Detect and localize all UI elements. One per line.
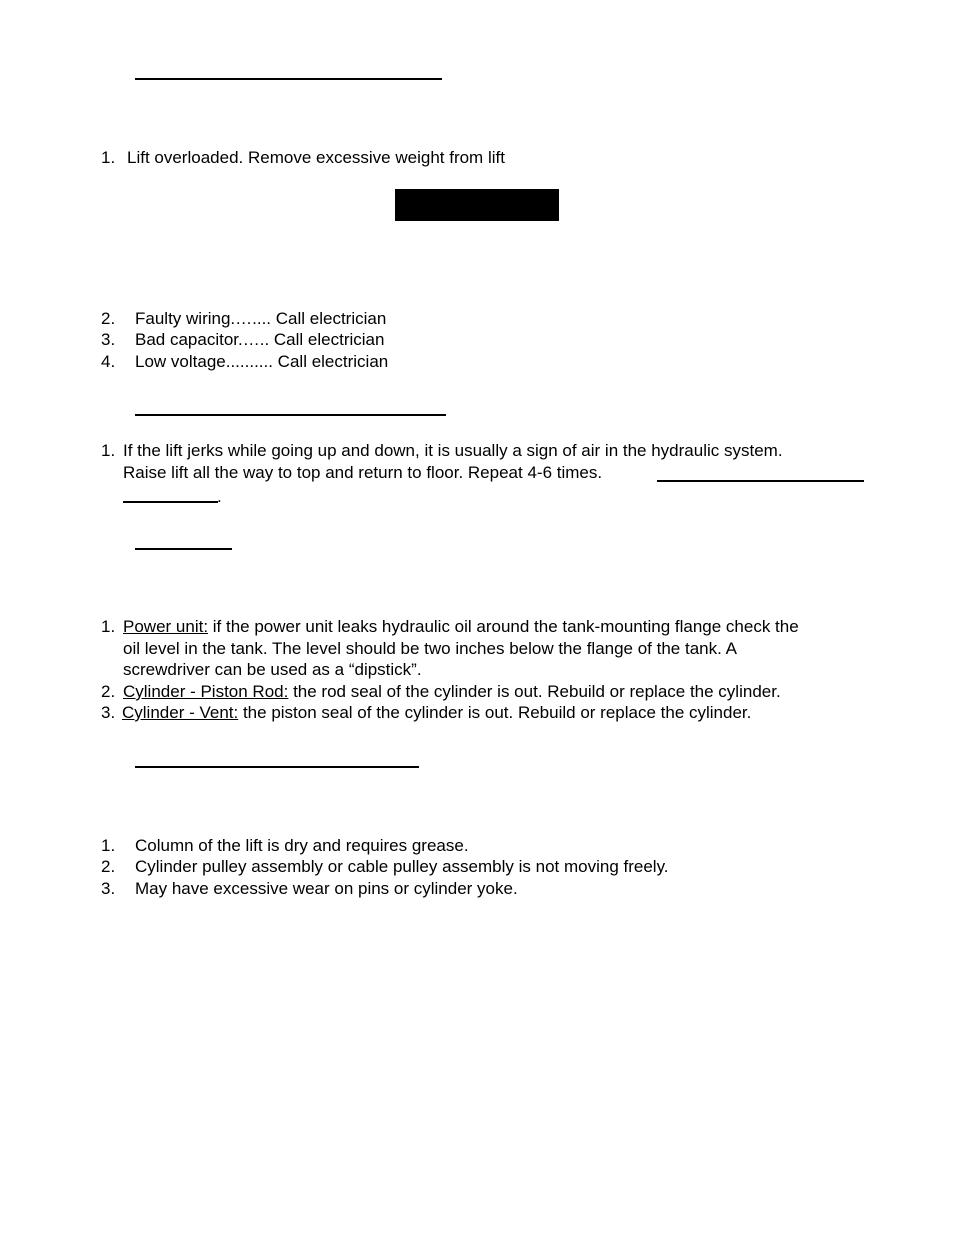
section5-item1-number: 1. bbox=[101, 836, 116, 855]
section3-inline-blank-rule-2 bbox=[123, 501, 218, 503]
section3-item1-line3: . bbox=[217, 487, 222, 506]
section4-item2-number: 2. bbox=[101, 682, 116, 701]
section4-item1-line2: oil level in the tank. The level should be two inches below the flange of the tank. A bbox=[123, 639, 737, 658]
section4-item1-label: Power unit: bbox=[123, 617, 209, 636]
section2-item4-number: 4. bbox=[101, 352, 116, 371]
section4-item1-line1 bbox=[123, 616, 799, 637]
section1-item1-text: Lift overloaded. Remove excessive weight from lift bbox=[127, 148, 505, 167]
section4-heading-rule bbox=[135, 548, 232, 550]
section5-heading-rule bbox=[135, 766, 419, 768]
section4-item3-number: 3. bbox=[101, 703, 116, 722]
section4-item2-line bbox=[123, 681, 781, 702]
section3-item1-line1: If the lift jerks while going up and down, it is usually a sign of air in the hydraulic system. bbox=[123, 441, 783, 460]
section5-item3-number: 3. bbox=[101, 879, 116, 898]
section2-item2-number: 2. bbox=[101, 309, 116, 328]
section4-item3-line bbox=[122, 702, 751, 723]
section4-item2-text: the rod seal of the cylinder is out. Rebuild or replace the cylinder. bbox=[288, 682, 781, 701]
section2-item3-number: 3. bbox=[101, 330, 116, 349]
section4-item1-text: if the power unit leaks hydraulic oil around the tank-mounting flange check the bbox=[208, 617, 799, 636]
section2-item4-text: Low voltage.......... Call electrician bbox=[135, 352, 389, 371]
section1-item1-number: 1. bbox=[101, 148, 116, 167]
section2-item3-text: Bad capacitor.….. Call electrician bbox=[135, 330, 385, 349]
section4-item1-line3: screwdriver can be used as a “dipstick”. bbox=[123, 660, 422, 679]
redacted-block bbox=[395, 189, 559, 221]
section4-item3-text: the piston seal of the cylinder is out. Rebuild or replace the cylinder. bbox=[238, 703, 752, 722]
section5-item2-text: Cylinder pulley assembly or cable pulley assembly is not moving freely. bbox=[135, 857, 669, 876]
section5-item3-text: May have excessive wear on pins or cylinder yoke. bbox=[135, 879, 518, 898]
section4-item2-label: Cylinder - Piston Rod: bbox=[123, 682, 289, 701]
section3-item1-number: 1. bbox=[101, 441, 116, 460]
section4-item3-label: Cylinder - Vent: bbox=[122, 703, 239, 722]
section3-item1-line2: Raise lift all the way to top and return to floor. Repeat 4-6 times. bbox=[123, 463, 603, 482]
section3-heading-rule bbox=[135, 414, 446, 416]
section2-item2-text: Faulty wiring.….... Call electrician bbox=[135, 309, 387, 328]
section5-item2-number: 2. bbox=[101, 857, 116, 876]
section3-inline-blank-rule bbox=[657, 480, 864, 482]
section1-heading-rule bbox=[135, 78, 442, 80]
section5-item1-text: Column of the lift is dry and requires grease. bbox=[135, 836, 469, 855]
section4-item1-number: 1. bbox=[101, 617, 116, 636]
